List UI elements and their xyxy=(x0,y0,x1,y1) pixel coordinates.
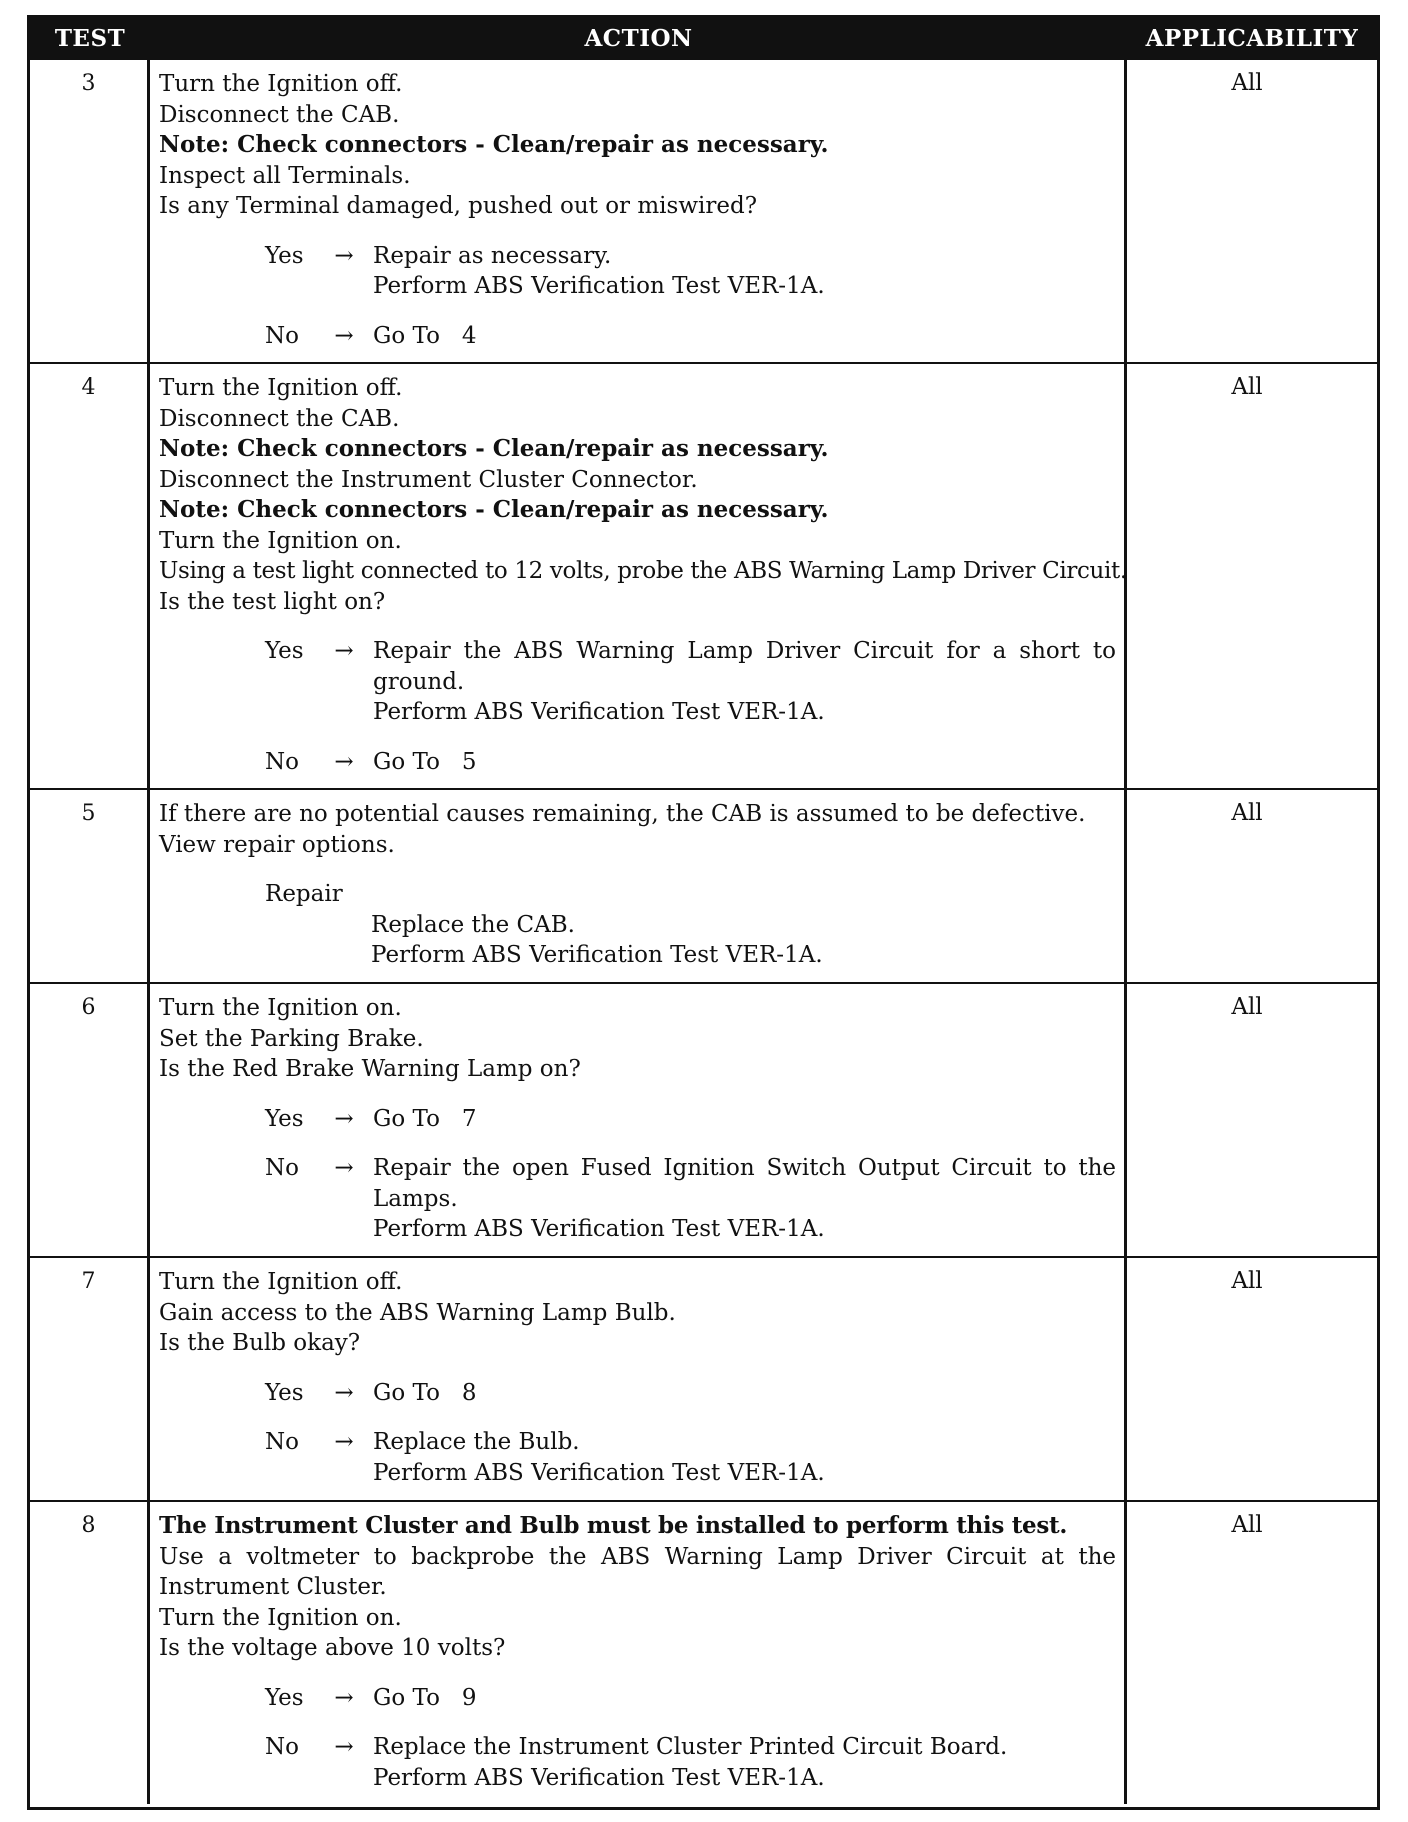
no-label: No xyxy=(265,322,299,349)
test-number: 5 xyxy=(30,790,150,982)
applicability-cell: All xyxy=(1231,800,1263,826)
action-step: Turn the Ignition off. xyxy=(159,1269,403,1295)
action-question: Is any Terminal damaged, pushed out or miswired? xyxy=(159,193,758,219)
action-step: Using a test light connected to 12 volts, probe the ABS Warning Lamp Driver Circuit. xyxy=(159,558,1127,584)
result-line: Repair as necessary. xyxy=(373,242,612,269)
applicability-cell: All xyxy=(1231,1512,1263,1538)
yes-label: Yes xyxy=(265,1684,304,1711)
yes-branch xyxy=(265,1104,1116,1135)
action-question: Is the test light on? xyxy=(159,588,386,615)
action-cell xyxy=(150,364,1127,788)
yes-branch xyxy=(265,1378,1116,1409)
test-row-8 xyxy=(30,1500,1377,1804)
result-line: Perform ABS Verification Test VER-1A. xyxy=(373,1764,825,1791)
action-step: Disconnect the CAB. xyxy=(159,405,400,432)
yes-branch xyxy=(265,1683,1116,1714)
yes-label: Yes xyxy=(265,1105,304,1132)
action-step: Set the Parking Brake. xyxy=(159,1025,424,1052)
action-step: Turn the Ignition off. xyxy=(159,71,403,97)
test-number: 7 xyxy=(30,1258,150,1500)
yes-result xyxy=(373,636,1116,728)
header-applicability: APPLICABILITY xyxy=(1145,24,1359,52)
yes-result xyxy=(373,1104,1116,1135)
result-line: Go To 5 xyxy=(373,748,477,775)
result-line: Go To 9 xyxy=(373,1684,477,1711)
result-line: Perform ABS Verification Test VER-1A. xyxy=(373,1216,825,1242)
applicability-cell: All xyxy=(1231,994,1263,1020)
no-branch xyxy=(265,1732,1116,1793)
test-number: 6 xyxy=(30,984,150,1256)
test-number: 8 xyxy=(30,1502,150,1804)
action-step: Turn the Ignition off. xyxy=(159,375,403,401)
result-line: Perform ABS Verification Test VER-1A. xyxy=(373,1459,825,1486)
action-note: Note: Check connectors - Clean/repair as necessary. xyxy=(159,496,829,523)
yes-branch xyxy=(265,636,1116,728)
header-test: TEST xyxy=(54,24,126,52)
no-label: No xyxy=(265,1429,299,1455)
test-row-6 xyxy=(30,982,1377,1256)
action-cell xyxy=(150,1502,1127,1804)
test-row-5 xyxy=(30,788,1377,982)
yes-label: Yes xyxy=(265,1379,304,1406)
test-number: 4 xyxy=(30,364,150,788)
result-line: Perform ABS Verification Test VER-1A. xyxy=(371,942,823,968)
no-result xyxy=(373,1427,1116,1488)
test-row-7 xyxy=(30,1256,1377,1500)
action-cell xyxy=(150,60,1127,362)
no-result xyxy=(373,1732,1116,1793)
right-arrow-icon: → xyxy=(334,1105,354,1132)
right-arrow-icon: → xyxy=(334,1734,354,1760)
right-arrow-icon: → xyxy=(334,1429,354,1455)
action-step: Turn the Ignition on. xyxy=(159,995,402,1021)
action-note: Note: Check connectors - Clean/repair as necessary. xyxy=(159,435,829,462)
yes-result xyxy=(373,241,1116,302)
yes-result xyxy=(373,1683,1116,1714)
action-cell xyxy=(150,790,1127,982)
applicability-cell: All xyxy=(1231,1268,1263,1294)
action-step: Gain access to the ABS Warning Lamp Bulb. xyxy=(159,1299,676,1326)
no-label: No xyxy=(265,1155,299,1181)
applicability-cell: All xyxy=(1231,374,1263,400)
result-line: Repair the open Fused Ignition Switch Output Circuit to the Lamps. xyxy=(373,1155,1116,1212)
action-step: Turn the Ignition on. xyxy=(159,527,402,554)
action-note: Note: Check connectors - Clean/repair as necessary. xyxy=(159,131,829,158)
table-header xyxy=(30,18,1377,58)
test-number: 3 xyxy=(30,60,150,362)
applicability-cell: All xyxy=(1231,70,1263,96)
yes-result xyxy=(373,1378,1116,1409)
diagnostic-test-table xyxy=(27,15,1380,1810)
repair-label: Repair xyxy=(265,881,343,907)
test-row-4 xyxy=(30,362,1377,788)
right-arrow-icon: → xyxy=(334,638,354,664)
repair-result xyxy=(371,910,1116,971)
result-line: Replace the CAB. xyxy=(371,911,575,938)
action-cell xyxy=(150,1258,1127,1500)
right-arrow-icon: → xyxy=(334,748,354,775)
result-line: Replace the Instrument Cluster Printed Circuit Board. xyxy=(373,1734,1008,1760)
result-line: Repair the ABS Warning Lamp Driver Circuit for a short to ground. xyxy=(373,638,1116,695)
yes-label: Yes xyxy=(265,242,304,269)
no-label: No xyxy=(265,1734,299,1760)
result-line: Replace the Bulb. xyxy=(373,1429,580,1455)
right-arrow-icon: → xyxy=(334,322,354,349)
result-line: Perform ABS Verification Test VER-1A. xyxy=(373,699,825,725)
action-step: If there are no potential causes remaining, the CAB is assumed to be defective. xyxy=(159,801,1086,827)
result-line: Perform ABS Verification Test VER-1A. xyxy=(373,273,825,299)
no-branch xyxy=(265,1153,1116,1245)
yes-branch xyxy=(265,241,1116,302)
action-step: Use a voltmeter to backprobe the ABS Warning Lamp Driver Circuit at the Instrument Cluster. xyxy=(159,1543,1116,1600)
right-arrow-icon: → xyxy=(334,1684,354,1711)
right-arrow-icon: → xyxy=(334,1379,354,1406)
action-question: Is the Bulb okay? xyxy=(159,1330,361,1356)
no-result xyxy=(373,321,1116,352)
no-label: No xyxy=(265,748,299,775)
no-branch xyxy=(265,747,1116,778)
action-step: Turn the Ignition on. xyxy=(159,1604,402,1631)
no-branch xyxy=(265,321,1116,352)
header-action: ACTION xyxy=(584,24,693,52)
no-result xyxy=(373,747,1116,778)
action-step: Inspect all Terminals. xyxy=(159,162,411,189)
no-branch xyxy=(265,1427,1116,1488)
action-note: The Instrument Cluster and Bulb must be installed to perform this test. xyxy=(159,1512,1068,1539)
right-arrow-icon: → xyxy=(334,242,354,269)
test-row-3 xyxy=(30,58,1377,362)
yes-label: Yes xyxy=(265,638,304,664)
right-arrow-icon: → xyxy=(334,1155,354,1181)
action-question: Is the Red Brake Warning Lamp on? xyxy=(159,1056,581,1082)
action-cell xyxy=(150,984,1127,1256)
result-line: Go To 4 xyxy=(373,322,477,349)
result-line: Go To 8 xyxy=(373,1379,477,1406)
action-step: View repair options. xyxy=(159,831,395,858)
no-result xyxy=(373,1153,1116,1245)
result-line: Go To 7 xyxy=(373,1105,477,1132)
action-step: Disconnect the Instrument Cluster Connector. xyxy=(159,466,698,493)
action-step: Disconnect the CAB. xyxy=(159,101,400,128)
action-question: Is the voltage above 10 volts? xyxy=(159,1635,506,1661)
